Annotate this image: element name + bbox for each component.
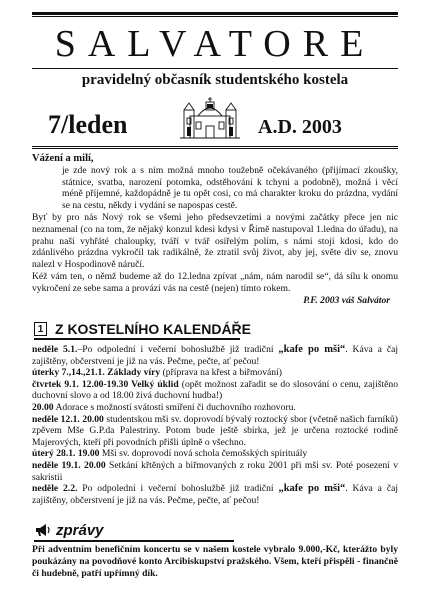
calendar-item: neděle 5.1.–Po odpolední i večerní bohoslužbě již tradiční „kafe po mši“. Káva a čaj zajištěny, občerstvení je již na vás. Pečme, pečte, ať pečou! — [32, 344, 399, 367]
masthead-top-rule — [32, 12, 398, 15]
calendar-item: neděle 2.2. Po odpolední i večerní bohoslužbě již tradiční „kafe po mši“. Káva a čaj zajištěny, občerstvení je již na vás. Pečme, pečte, ať pečou! — [32, 483, 398, 506]
issue-year: A.D. 2003 — [258, 116, 342, 138]
editorial — [32, 153, 398, 306]
calendar-item: 20.00 Adorace s možností svátosti smíření či duchovního rozhovoru. — [32, 401, 296, 413]
calendar-item: neděle 12.1. 20.00 studentskou mši sv. doprovodí bývalý roztocký sbor (včetně našich farníků) zpěvem Mše G.P.da Palestriny. Potom bude ještě sbírka, jež je určena roztocké rodině Majerových, kteří při povodních přišli úplně o všechno. — [32, 413, 398, 448]
editorial-signature: P.F. 2003 váš Salvátor — [303, 294, 390, 306]
news-heading-underline — [34, 540, 234, 542]
header-divider — [32, 146, 398, 147]
news-text: Při adventním benefičním koncertu se v našem kostele vybralo 9.000,-Kč, kterážto byly poukázány na povodňové konto Arcibiskupství pražského. Všem, kteří přispěli - finančně či hudebně, patří upřímný dík. — [32, 544, 398, 579]
editorial-paragraph: je zde nový rok a s ním možná mnoho toužebně očekávaného (přijímací zkoušky, státnice, svatba, narození potomka, odstěhování k tchyni a podobně), možná i věcí méně příjemné, každopádně je tu opět cosi, co má charakter kroku do prázdna, vydání se na cestu, někdy i vydání se napospas cestě. — [62, 164, 398, 212]
masthead-top-rule-thin — [32, 16, 398, 17]
church-illustration — [180, 96, 240, 140]
editorial-paragraph: Kéž vám ten, o němž budeme až do 12.ledna zpívat „nám, nám narodil se“, dá sílu k onomu vykročení ze sebe sama a provází vás na cestě (nejen) tímto rokem. — [32, 270, 398, 294]
calendar-item: čtvrtek 9.1. 12.00-19.30 Velký úklid (opět možnost zařadit se do slosování o cenu, zajištěno duchovní slovo a od 18.00 živá duchovní hudba!) — [32, 378, 399, 402]
issue-number: 7/leden — [48, 110, 128, 139]
editorial-greeting: Vážení a milí, — [32, 153, 94, 164]
masthead-subtitle: pravidelný občasník studentského kostela — [81, 72, 349, 88]
masthead-title: SALVATORE — [54, 23, 376, 65]
section-number: 1 — [34, 322, 47, 336]
calendar-item: úterý 28.1. 19.00 Mši sv. doprovodí nová schola čemošských spirituály — [32, 448, 308, 460]
section-title: Z KOSTELNÍHO KALENDÁŘE — [55, 321, 251, 337]
calendar-item: neděle 19.1. 20.00 Setkání křtěných a biřmovaných z roku 2001 při mši sv. Poté posezení v sakristii — [32, 459, 398, 483]
editorial-paragraph: Byť by pro nás Nový rok se všemi jeho předsevzetími a novými začátky přece jen nic neznamenal (co na tom, že nějaký konzul kdesi kdysi v Římě nastupoval 1.ledna do úřadu), na prahu naší vyhřáté chaloupky, tváří v tvář osiřelým polím, s námi stojí kdosi, kdo do zdánlivého prázdna vykročil tak radikálně, že ztratil svůj život, aby jej, světe div se, znovu nalezl v Hospodinově náručí. — [32, 211, 398, 271]
masthead-bottom-rule — [32, 68, 398, 69]
calendar-item: úterky 7.,14.,21.1. Základy víry (příprava na křest a biřmování) — [32, 367, 282, 379]
calendar-heading — [34, 319, 251, 339]
news-heading — [34, 519, 104, 541]
header-divider-thin — [32, 148, 398, 149]
news-title: zprávy — [56, 521, 104, 539]
megaphone-icon — [34, 522, 52, 538]
calendar-list — [32, 344, 398, 506]
